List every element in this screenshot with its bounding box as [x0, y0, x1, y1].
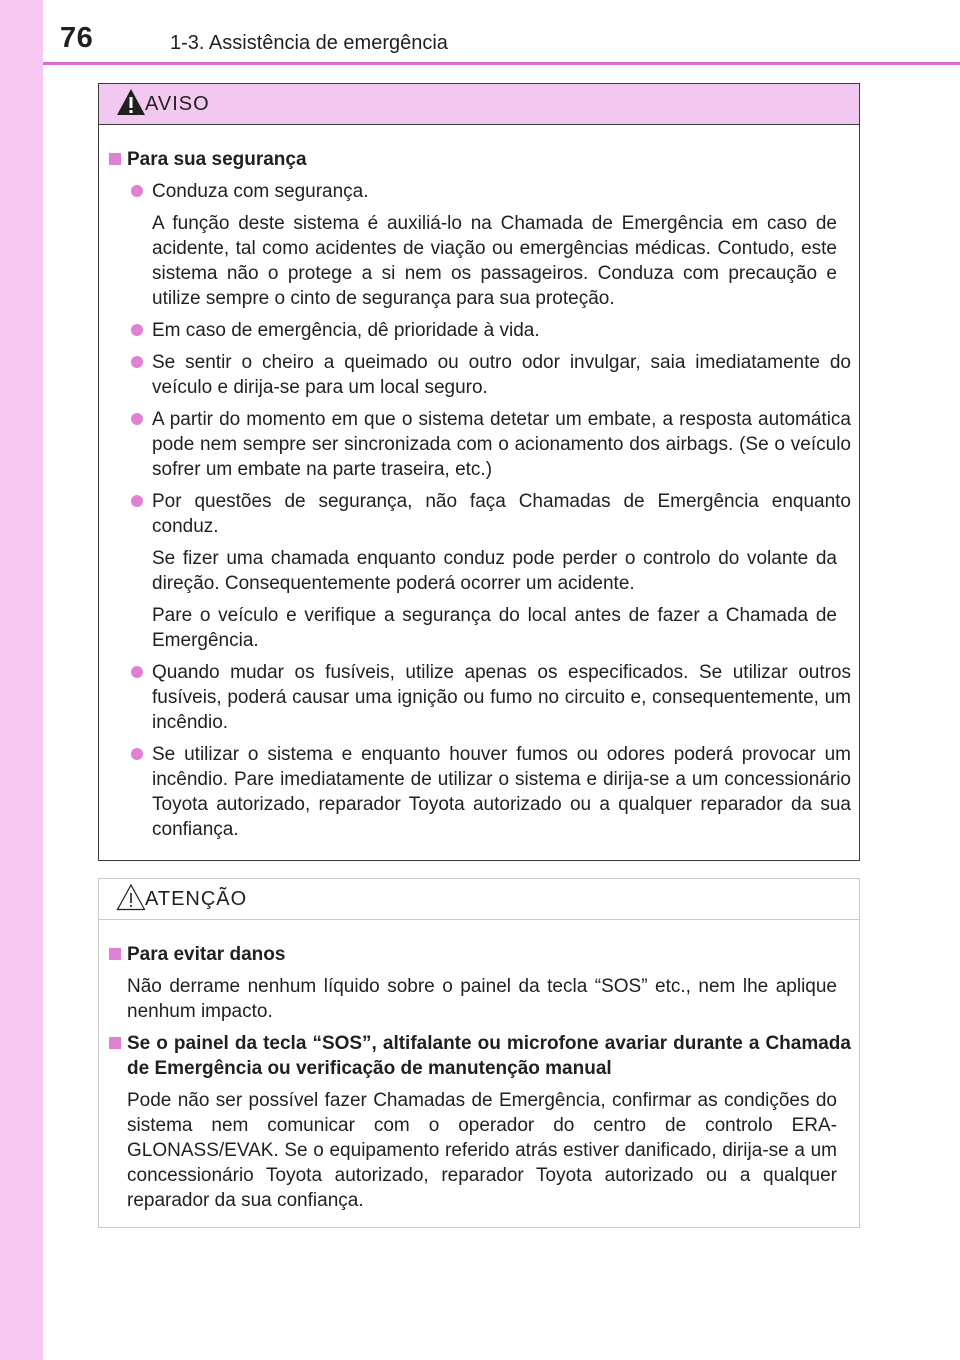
header-rule	[43, 62, 960, 65]
warning-bullet-item	[109, 489, 851, 539]
caution-header	[99, 879, 859, 920]
caution-title: ATENÇÃO	[145, 888, 248, 910]
caution-heading-2	[109, 1031, 851, 1081]
warning-bullet-item	[109, 350, 851, 400]
warning-bullet-item	[109, 179, 851, 204]
warning-bullet-text: A partir do momento em que o sistema detetar um embate, a resposta automática pode nem sempre ser sincronizada com o acionamento dos airbags. (Se o veículo sofrer um embate na parte traseira, etc.)	[152, 409, 851, 480]
warning-bullet-text: Se utilizar o sistema e enquanto houver fumos ou odores poderá provocar um incêndio. Pare imediatamente de utilizar o sistema e dirija-se a um concessionário Toyota autorizado, reparador Toyota autorizado ou a qualquer reparador da sua confiança.	[152, 744, 851, 840]
square-bullet-icon	[109, 948, 121, 960]
caution-triangle-icon	[116, 883, 146, 916]
warning-box	[98, 83, 860, 861]
warning-heading	[109, 147, 851, 172]
warning-bullet-text: Se sentir o cheiro a queimado ou outro odor invulgar, saia imediatamente do veículo e dirija-se para um local seguro.	[152, 352, 851, 398]
warning-paragraph: A função deste sistema é auxiliá-lo na Chamada de Emergência em caso de acidente, tal como acidentes de viação ou emergências médicas. Contudo, este sistema não o protege a si nem os passageiros. Conduza com precaução e utilize sempre o cinto de segurança para sua proteção.	[152, 213, 837, 309]
caution-heading-text: Se o painel da tecla “SOS”, altifalante ou microfone avariar durante a Chamada de Emergência ou verificação de manutenção manual	[127, 1033, 851, 1079]
caution-paragraph: Pode não ser possível fazer Chamadas de Emergência, confirmar as condições do sistema nem comunicar com o operador do centro de controlo ERA-GLONASS/EVAK. Se o equipamento referido atrás estiver danificado, dirija-se a um concessionário Toyota autorizado, reparador Toyota autorizado ou a qualquer reparador da sua confiança.	[127, 1090, 837, 1211]
warning-paragraph: Se fizer uma chamada enquanto conduz pode perder o controlo do volante da direção. Consequentemente poderá ocorrer um acidente.	[152, 548, 837, 594]
round-bullet-icon	[131, 666, 143, 678]
warning-bullet-item	[109, 407, 851, 482]
warning-title: AVISO	[145, 93, 210, 115]
warning-header	[99, 84, 859, 125]
section-title: 1-3. Assistência de emergência	[170, 32, 448, 54]
warning-bullet-text: Por questões de segurança, não faça Chamadas de Emergência enquanto conduz.	[152, 491, 851, 537]
caution-heading-1	[109, 942, 851, 967]
warning-blocks	[109, 179, 851, 842]
warning-bullet-item	[109, 660, 851, 735]
warning-triangle-icon	[116, 88, 146, 121]
round-bullet-icon	[131, 748, 143, 760]
side-tab-bar	[0, 0, 43, 1360]
square-bullet-icon	[109, 1037, 121, 1049]
warning-paragraph: Pare o veículo e verifique a segurança do local antes de fazer a Chamada de Emergência.	[152, 605, 837, 651]
warning-bullet-text: Em caso de emergência, dê prioridade à vida.	[152, 320, 540, 341]
round-bullet-icon	[131, 356, 143, 368]
warning-bullet-text: Conduza com segurança.	[152, 181, 369, 202]
round-bullet-icon	[131, 324, 143, 336]
round-bullet-icon	[131, 185, 143, 197]
caution-heading-text: Para evitar danos	[127, 944, 286, 965]
caution-body	[99, 920, 859, 1213]
square-bullet-icon	[109, 153, 121, 165]
round-bullet-icon	[131, 413, 143, 425]
warning-bullet-item	[109, 318, 851, 343]
warning-heading-text: Para sua segurança	[127, 149, 307, 170]
caution-paragraph: Não derrame nenhum líquido sobre o painel da tecla “SOS” etc., nem lhe aplique nenhum impacto.	[127, 976, 837, 1022]
caution-box	[98, 878, 860, 1228]
page-number: 76	[60, 22, 94, 54]
round-bullet-icon	[131, 495, 143, 507]
warning-body	[99, 125, 859, 842]
warning-bullet-item	[109, 742, 851, 842]
warning-bullet-text: Quando mudar os fusíveis, utilize apenas os especificados. Se utilizar outros fusíveis, poderá causar uma ignição ou fumo no circuito e, consequentemente, um incêndio.	[152, 662, 851, 733]
